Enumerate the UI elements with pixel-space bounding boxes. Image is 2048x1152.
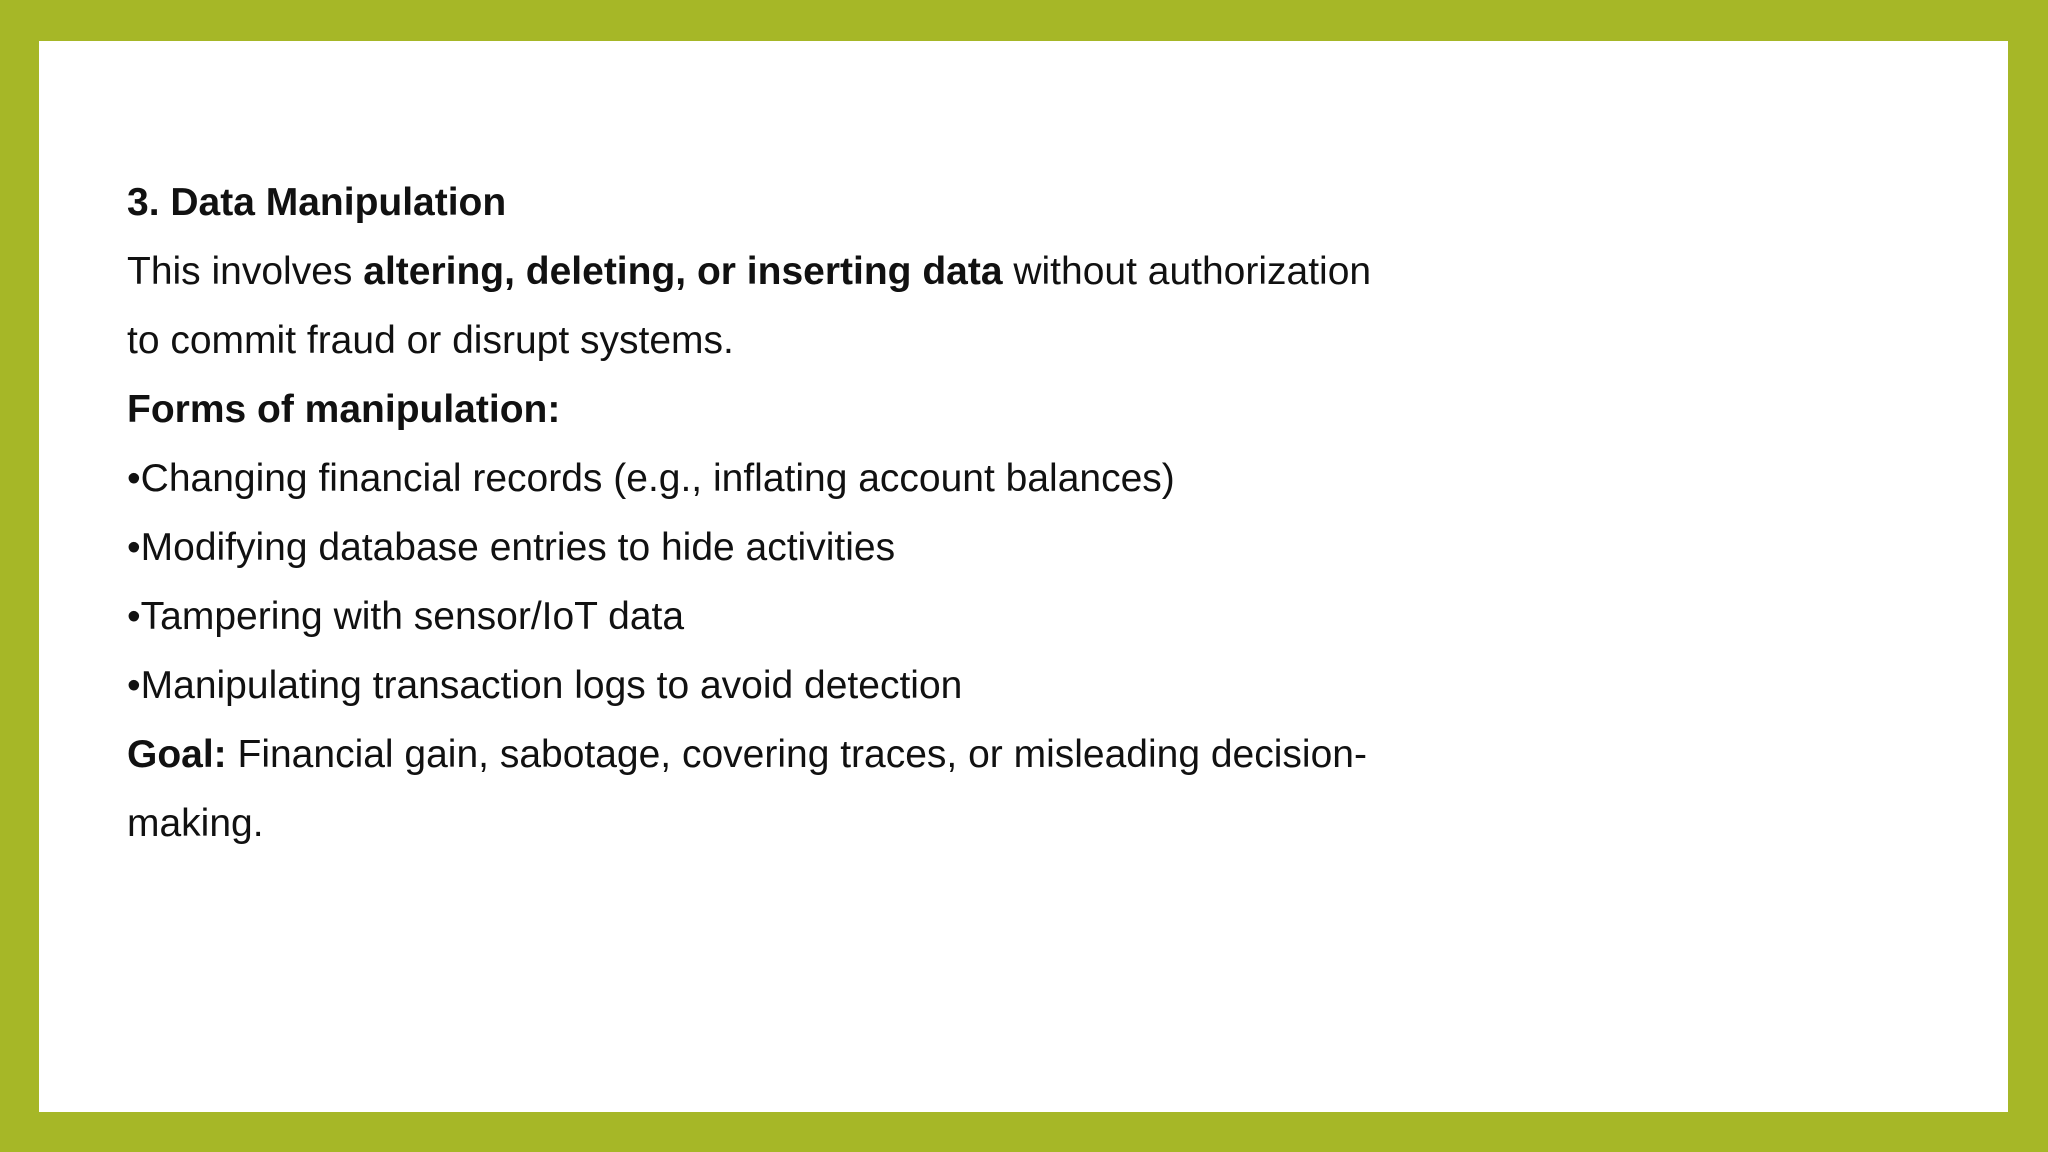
goal-text: Financial gain, sabotage, covering traces, or misleading decision-: [226, 733, 1367, 776]
bullet-item: •Tampering with sensor/IoT data: [127, 595, 685, 638]
intro-emphasis: altering, deleting, or inserting data: [363, 250, 1003, 293]
goal-label: Goal:: [127, 733, 227, 776]
forms-heading: Forms of manipulation:: [127, 388, 561, 431]
intro-suffix: without authorization: [1002, 250, 1372, 293]
intro-line-1: [127, 237, 1527, 306]
goal-line-1: [127, 720, 1527, 789]
bullet-item: •Changing financial records (e.g., inflating account balances): [127, 457, 1175, 500]
bullet-item: •Manipulating transaction logs to avoid detection: [127, 664, 963, 707]
goal-line-2: making.: [127, 802, 264, 845]
section-heading: 3. Data Manipulation: [127, 181, 507, 224]
intro-line-2: to commit fraud or disrupt systems.: [127, 319, 734, 362]
bullet-item: •Modifying database entries to hide activities: [127, 526, 896, 569]
slide-content: [127, 168, 1527, 858]
intro-prefix: This involves: [127, 250, 364, 293]
